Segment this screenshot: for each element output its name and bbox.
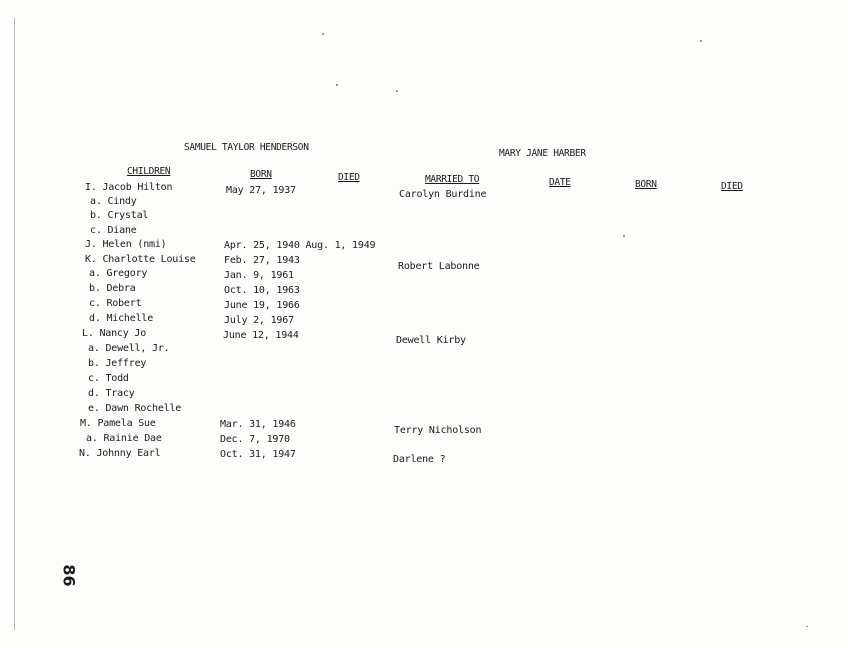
child-name: b. Jeffrey bbox=[88, 358, 147, 369]
birth-date: July 2, 1967 bbox=[224, 315, 294, 326]
spouse-name: Carolyn Burdine bbox=[399, 189, 487, 200]
children-column-header: CHILDREN bbox=[127, 166, 171, 177]
child-name: M. Pamela Sue bbox=[80, 418, 156, 429]
child-name: c. Diane bbox=[90, 225, 137, 236]
child-name: L. Nancy Jo bbox=[82, 328, 147, 339]
child-name: I. Jacob Hilton bbox=[85, 182, 173, 193]
child-name: a. Cindy bbox=[90, 196, 137, 207]
scan-speck bbox=[322, 33, 324, 35]
scan-speck bbox=[336, 84, 338, 86]
spouse-name: Dewell Kirby bbox=[396, 335, 466, 346]
birth-date: Feb. 27, 1943 bbox=[224, 255, 300, 266]
child-name: a. Rainie Dae bbox=[86, 433, 162, 444]
child-name: a. Dewell, Jr. bbox=[88, 343, 170, 354]
born-column-header: BORN bbox=[250, 169, 272, 180]
child-name: c. Robert bbox=[89, 298, 142, 309]
birth-date: Dec. 7, 1970 bbox=[220, 434, 290, 445]
birth-date: Jan. 9, 1961 bbox=[224, 270, 294, 281]
child-name: c. Todd bbox=[88, 373, 129, 384]
child-name: d. Tracy bbox=[88, 388, 135, 399]
birth-date: Apr. 25, 1940 Aug. 1, 1949 bbox=[224, 240, 376, 251]
birth-date: May 27, 1937 bbox=[226, 185, 296, 196]
father-name: SAMUEL TAYLOR HENDERSON bbox=[184, 142, 309, 153]
child-name: a. Gregory bbox=[89, 268, 148, 279]
mother-name: MARY JANE HARBER bbox=[499, 148, 586, 159]
spouse-name: Robert Labonne bbox=[398, 261, 480, 272]
scan-speck bbox=[700, 40, 702, 42]
spouse-name: Darlene ? bbox=[393, 454, 446, 465]
birth-date: Mar. 31, 1946 bbox=[220, 419, 296, 430]
child-name: b. Debra bbox=[89, 283, 136, 294]
birth-date: June 19, 1966 bbox=[224, 300, 300, 311]
spouse-born-column-header: BORN bbox=[635, 179, 657, 190]
spouse-name: Terry Nicholson bbox=[394, 425, 482, 436]
child-name: N. Johnny Earl bbox=[79, 448, 161, 459]
child-name: d. Michelle bbox=[89, 313, 154, 324]
child-name: b. Crystal bbox=[90, 210, 149, 221]
child-name: J. Helen (nmi) bbox=[85, 239, 167, 250]
birth-date: Oct. 10, 1963 bbox=[224, 285, 300, 296]
died-column-header: DIED bbox=[338, 172, 360, 183]
married-to-column-header: MARRIED TO bbox=[425, 174, 480, 185]
child-name: e. Dawn Rochelle bbox=[88, 403, 182, 414]
scan-speck bbox=[623, 235, 625, 237]
scan-speck bbox=[396, 90, 398, 92]
child-name: K. Charlotte Louise bbox=[85, 254, 196, 265]
page-number: 86 bbox=[59, 564, 79, 587]
date-column-header: DATE bbox=[549, 177, 571, 188]
page-edge-line bbox=[14, 18, 15, 630]
spouse-died-column-header: DIED bbox=[721, 181, 743, 192]
birth-date: June 12, 1944 bbox=[223, 330, 299, 341]
birth-date: Oct. 31, 1947 bbox=[220, 449, 296, 460]
scan-speck bbox=[806, 626, 808, 627]
